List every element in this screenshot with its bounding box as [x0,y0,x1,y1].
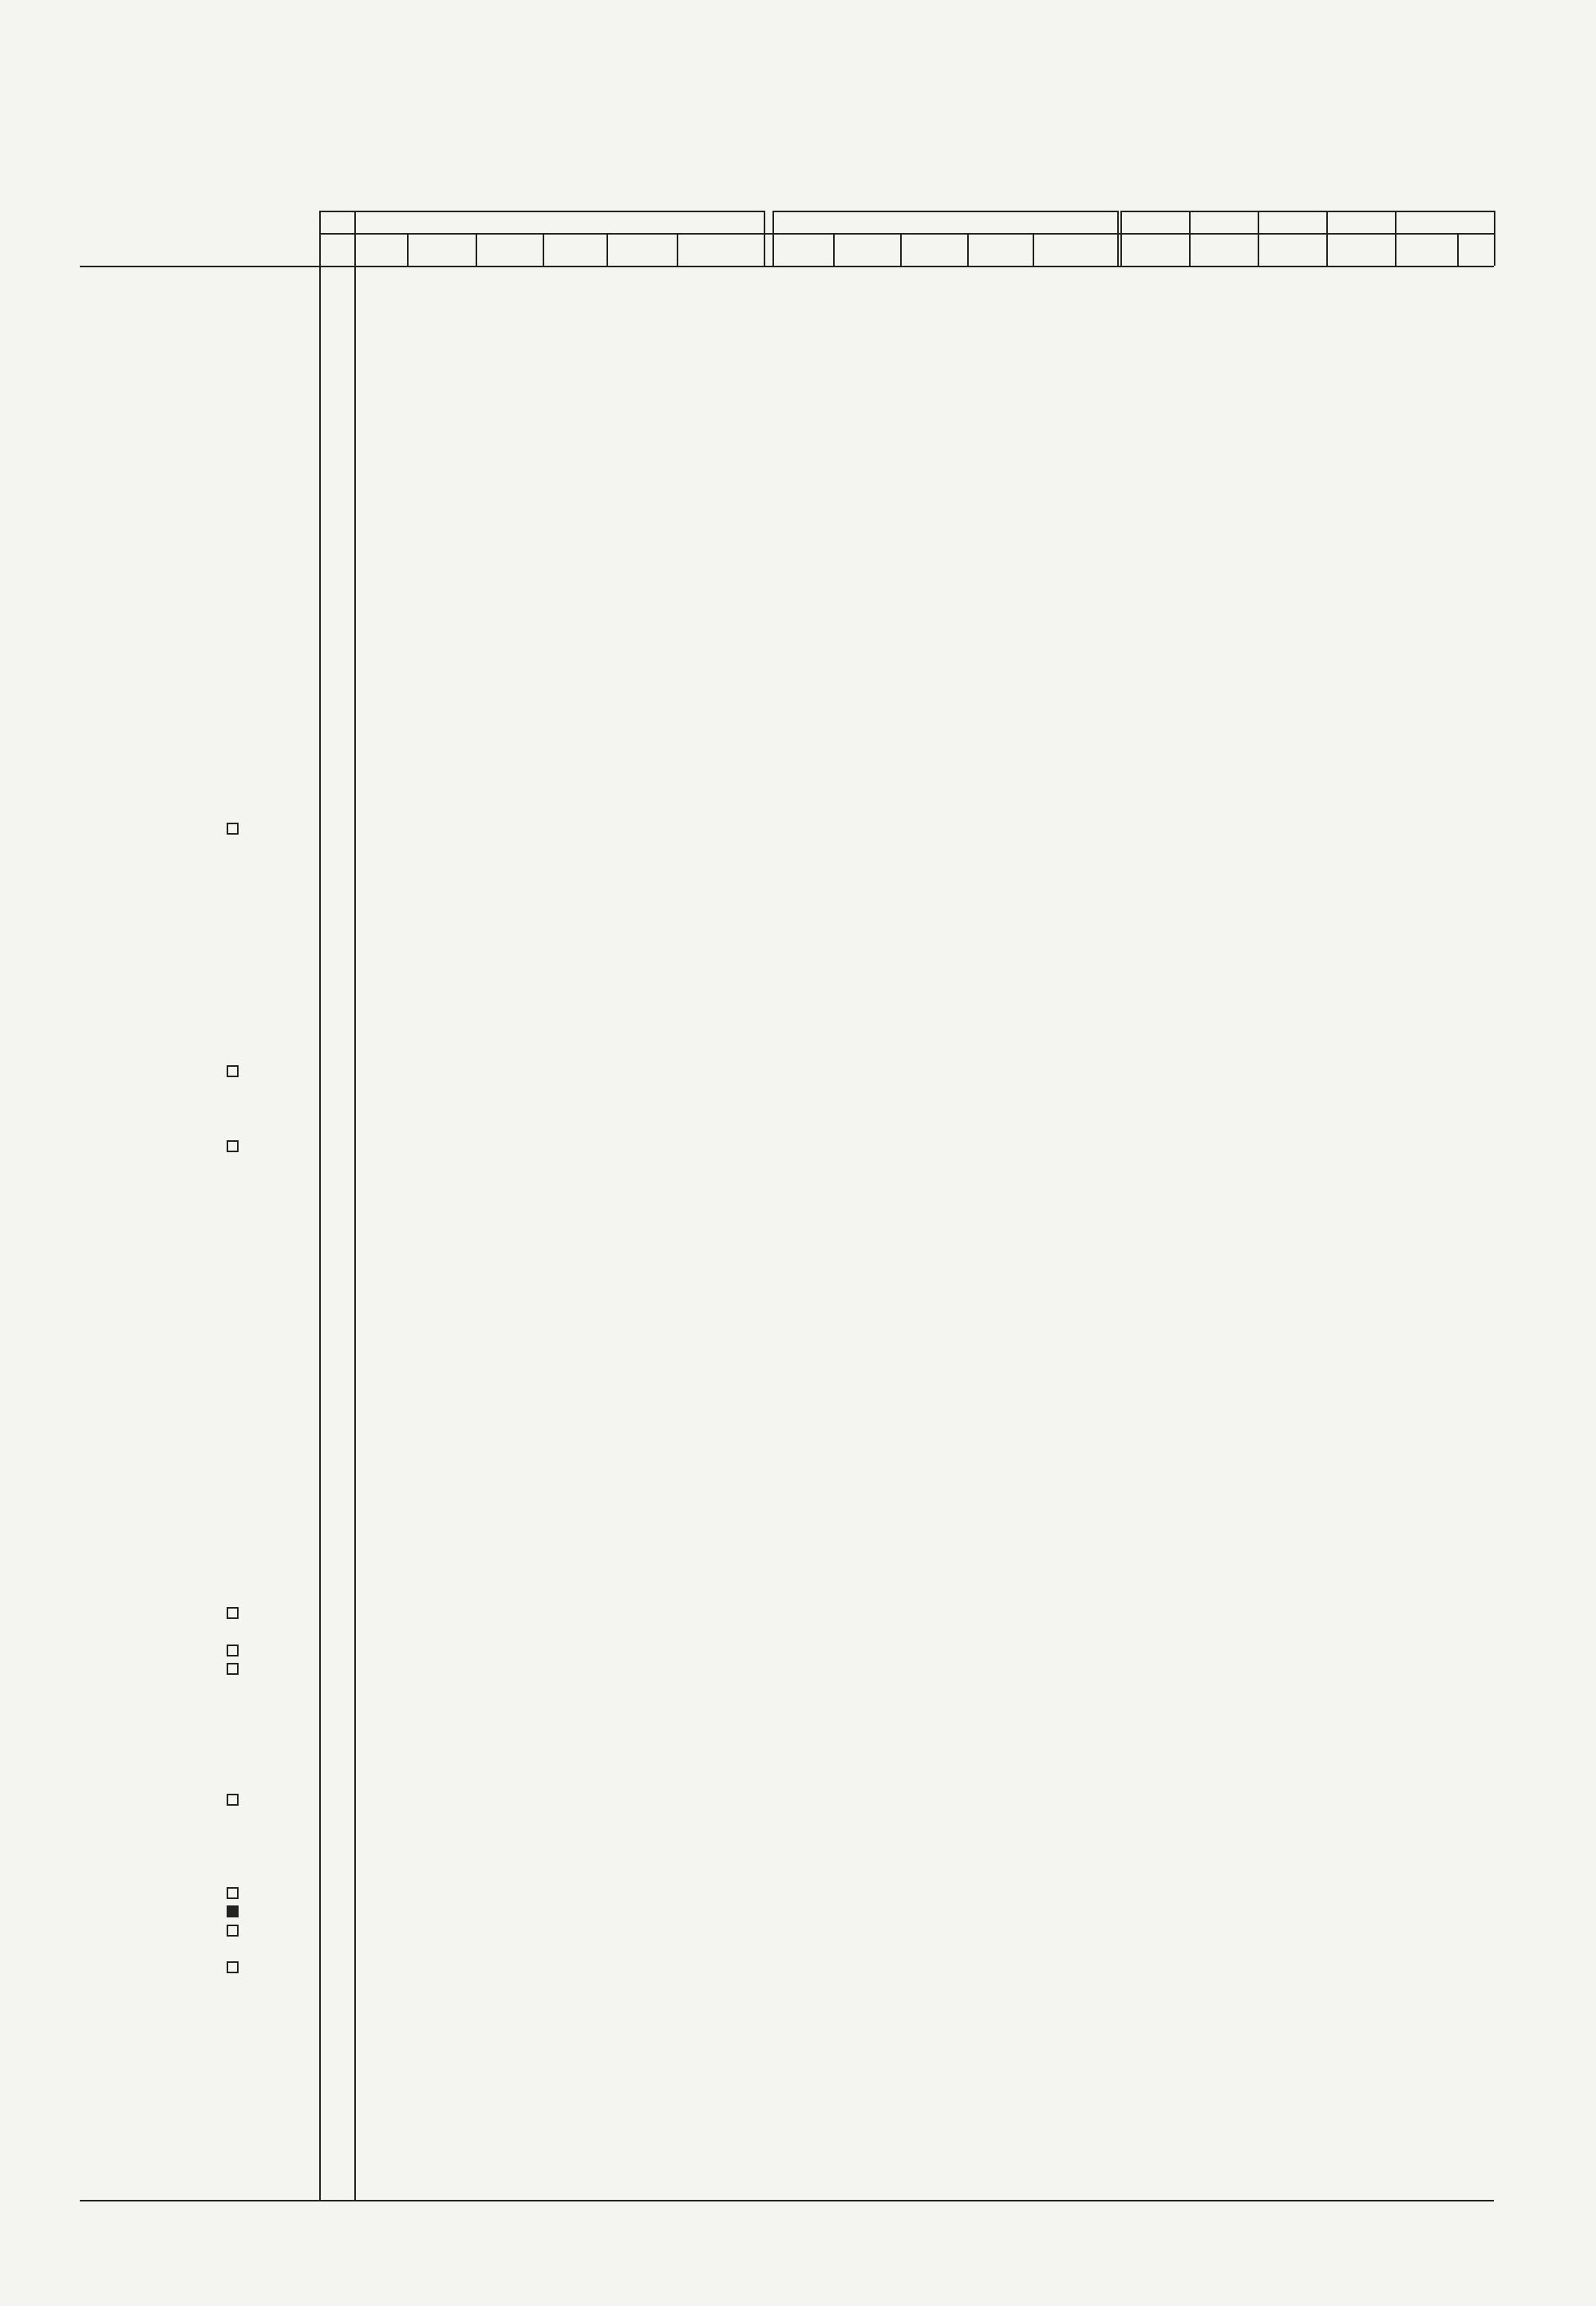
table-row [0,446,1596,464]
table-row [0,951,1596,969]
table-row [0,1362,1596,1380]
col-rule-h3 [543,233,544,266]
table-row [0,371,1596,389]
table-row [0,1025,1596,1044]
table-row [0,1455,1596,1474]
col-rule-h2 [476,233,477,266]
mountain-station-filled-marker-icon [227,1905,239,1917]
header-top-rule-21 [772,211,1117,212]
col-rule-h8 [967,233,969,266]
table-row [0,1063,1596,1081]
table-row [0,839,1596,857]
table-row [0,539,1596,558]
col-rule-r6 [1494,211,1495,266]
table-row [0,1679,1596,1697]
table-row [0,503,1596,521]
col-rule-h9 [1033,233,1034,266]
col-rule-sep21 [772,211,774,266]
table-row [0,427,1596,445]
col-rule-sep18 [764,211,765,266]
table-row [0,1212,1596,1230]
table-row [0,1007,1596,1025]
mountain-station-marker-icon [227,1961,239,1973]
table-row [0,1567,1596,1585]
header-top-rule-right [1120,211,1494,212]
table-row [0,1941,1596,1959]
table-row [0,1380,1596,1399]
col-rule-r4 [1395,211,1396,266]
table-row [0,1847,1596,1866]
table-row [0,1119,1596,1138]
table-row [0,1642,1596,1660]
mountain-station-marker-icon [227,1140,239,1152]
table-row [0,689,1596,708]
table-row [0,1660,1596,1679]
table-row [0,894,1596,913]
table-row [0,1698,1596,1716]
table-row [0,1586,1596,1605]
table-row [0,1194,1596,1212]
table-row [0,1044,1596,1063]
table-bottom-rule [80,2200,1494,2201]
table-row [0,1791,1596,1810]
table-row [0,1138,1596,1156]
header-bottom-rule [80,266,1494,267]
table-row [0,315,1596,334]
table-row [0,1623,1596,1641]
col-rule-h4 [606,233,608,266]
table-row [0,933,1596,951]
table-row [0,1903,1596,1921]
mountain-station-marker-icon [227,823,239,835]
col-rule-r1 [1189,211,1191,266]
table-row [0,1418,1596,1436]
table-row [0,1605,1596,1623]
table-row [0,1959,1596,1977]
col-rule-r0 [1120,211,1122,266]
table-row [0,652,1596,670]
mountain-station-marker-icon [227,1887,239,1899]
table-row [0,1400,1596,1418]
table-row [0,1305,1596,1324]
mountain-station-marker-icon [227,1607,239,1619]
table-row [0,989,1596,1007]
table-row [0,1474,1596,1492]
table-row [0,820,1596,839]
table-row [0,1511,1596,1530]
header-top-rule [319,211,764,212]
table-row [0,578,1596,596]
table-row [0,1287,1596,1305]
col-rule-end21 [1117,211,1119,266]
mountain-station-marker-icon [227,1645,239,1656]
table-row [0,969,1596,988]
table-row [0,857,1596,875]
table-row [0,1250,1596,1268]
table-row [0,1100,1596,1119]
table-row [0,334,1596,352]
mountain-station-marker-icon [227,1065,239,1077]
table-row [0,708,1596,726]
table-row [0,278,1596,296]
mountain-station-marker-icon [227,1794,239,1806]
table-row [0,409,1596,427]
mountain-station-marker-icon [227,1925,239,1937]
table-row [0,764,1596,783]
table-row [0,1343,1596,1361]
table-row [0,1885,1596,1903]
col-rule-r2 [1258,211,1259,266]
table-row [0,1492,1596,1510]
col-rule-h7 [900,233,902,266]
col-rule-h1 [407,233,409,266]
table-row [0,670,1596,689]
mountain-station-marker-icon [227,1663,239,1675]
table-row [0,1436,1596,1455]
table-row [0,296,1596,314]
table-row [0,1231,1596,1250]
table-row [0,1716,1596,1735]
col-rule-h5 [677,233,678,266]
table-row [0,1268,1596,1286]
table-row [0,614,1596,633]
table-row [0,876,1596,894]
table-row [0,726,1596,744]
table-row [0,484,1596,502]
table-row [0,1866,1596,1885]
table-row [0,1922,1596,1941]
table-row [0,521,1596,539]
table-row [0,596,1596,614]
col-rule-r3 [1326,211,1328,266]
table-row [0,1754,1596,1772]
table-row [0,783,1596,801]
header-mid-rule [319,233,1494,235]
table-row [0,1530,1596,1548]
col-rule-r5 [1457,233,1459,266]
table-row [0,1735,1596,1753]
table-row [0,1175,1596,1194]
table-row [0,390,1596,409]
table-row [0,634,1596,652]
col-rule-h6 [833,233,835,266]
table-row [0,801,1596,819]
table-row [0,1772,1596,1791]
table-row [0,1810,1596,1828]
table-row [0,1156,1596,1175]
